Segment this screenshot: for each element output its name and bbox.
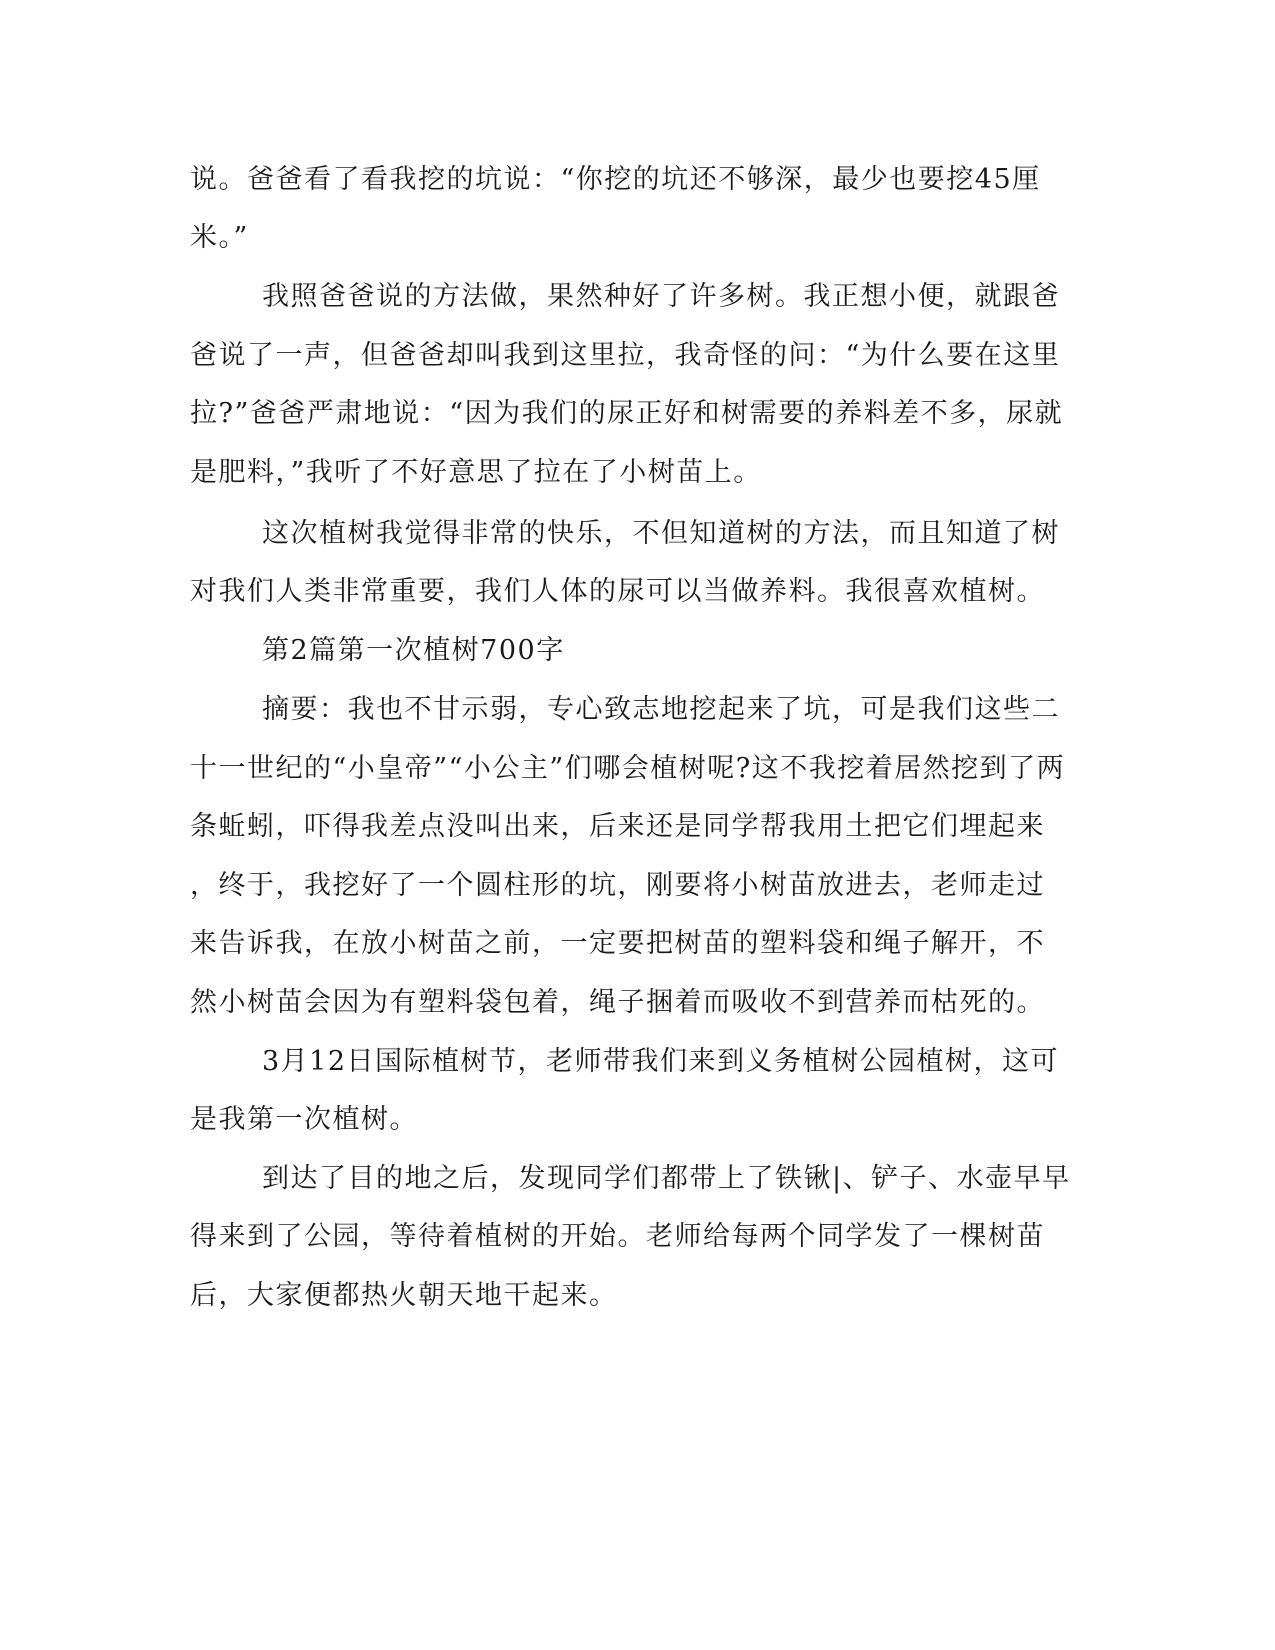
text-line: 对我们人类非常重要，我们人体的尿可以当做养料。我很喜欢植树。	[190, 576, 1045, 607]
text-line: 米。”	[190, 222, 249, 253]
text-line: 后，大家便都热火朝天地干起来。	[190, 1280, 618, 1311]
text-line: 说。爸爸看了看我挖的坑说：“你挖的坑还不够深，最少也要挖45厘	[190, 164, 1041, 195]
paragraph-start-line: 到达了目的地之后，发现同学们都带上了铁锹|、铲子、水壶早早	[262, 1163, 1071, 1194]
paragraph-start-line: 这次植树我觉得非常的快乐，不但知道树的方法，而且知道了树	[262, 518, 1060, 549]
abstract-start-line: 摘要：我也不甘示弱，专心致志地挖起来了坑，可是我们这些二	[262, 694, 1060, 725]
text-line: ，终于，我挖好了一个圆柱形的坑，刚要将小树苗放进去，老师走过	[190, 870, 1045, 901]
text-line: 爸说了一声，但爸爸却叫我到这里拉，我奇怪的问：“为什么要在这里	[190, 340, 1061, 371]
text-line: 条蚯蚓，吓得我差点没叫出来，后来还是同学帮我用土把它们埋起来	[190, 811, 1045, 842]
paragraph-start-line: 我照爸爸说的方法做，果然种好了许多树。我正想小便，就跟爸	[262, 281, 1060, 312]
section-heading: 第2篇第一次植树700字	[262, 635, 565, 666]
text-line: 然小树苗会因为有塑料袋包着，绳子捆着而吸收不到营养而枯死的。	[190, 987, 1045, 1018]
text-line: 是肥料，”我听了不好意思了拉在了小树苗上。	[190, 457, 762, 488]
text-line: 拉?”爸爸严肃地说：“因为我们的尿正好和树需要的养料差不多，尿就	[190, 398, 1064, 429]
text-line: 是我第一次植树。	[190, 1104, 418, 1135]
text-line: 得来到了公园，等待着植树的开始。老师给每两个同学发了一棵树苗	[190, 1221, 1045, 1252]
paragraph-start-line: 3月12日国际植树节，老师带我们来到义务植树公园植树，这可	[262, 1046, 1060, 1077]
text-line: 十一世纪的“小皇帝”“小公主”们哪会植树呢?这不我挖着居然挖到了两	[190, 753, 1066, 784]
text-line: 来告诉我，在放小树苗之前，一定要把树苗的塑料袋和绳子解开，不	[190, 928, 1045, 959]
